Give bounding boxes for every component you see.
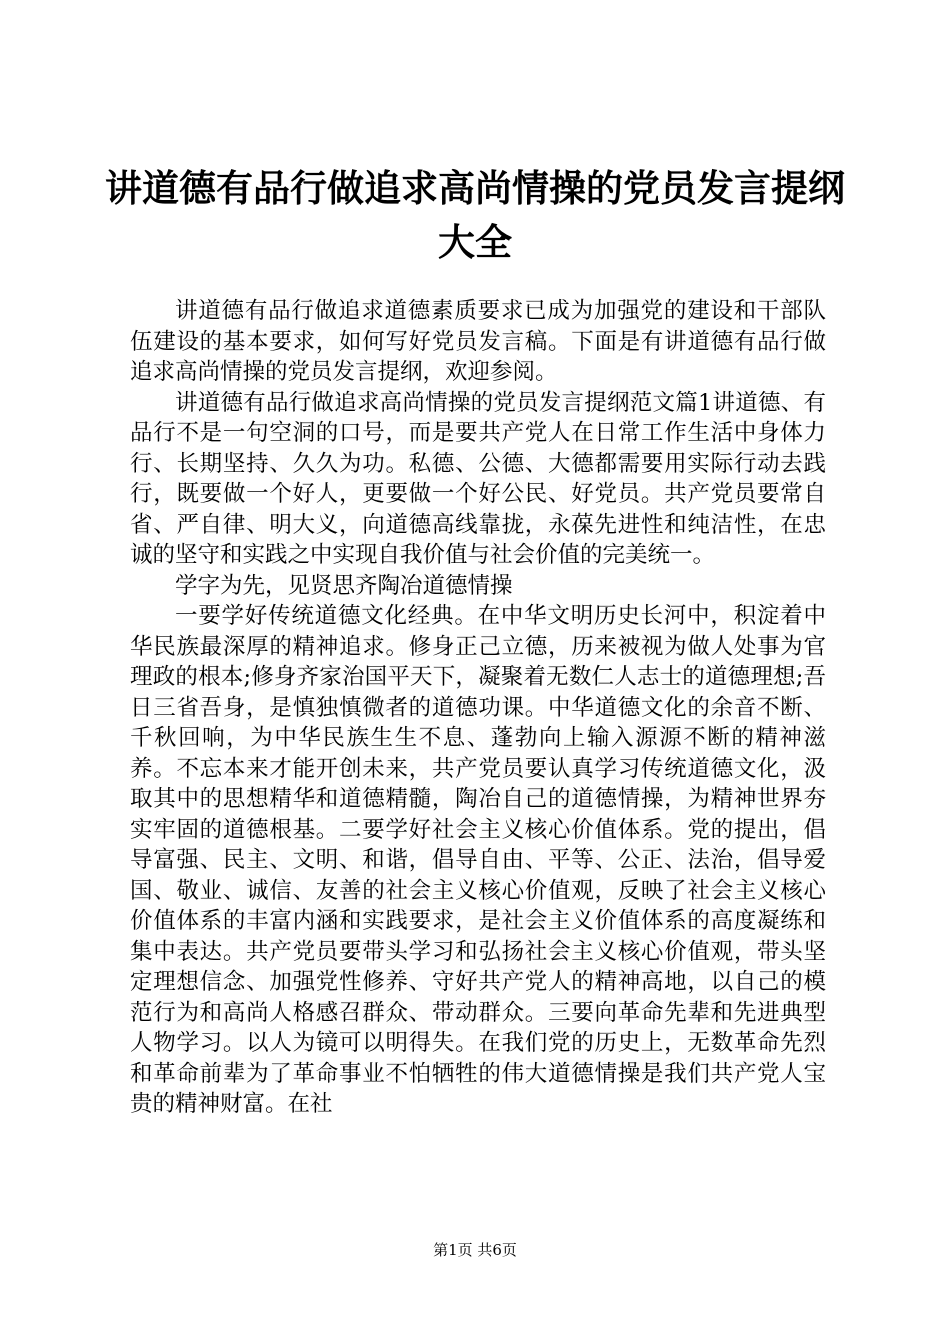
paragraph-intro: 讲道德有品行做追求道德素质要求已成为加强党的建设和干部队伍建设的基本要求，如何写好党员发言稿。下面是有讲道德有品行做追求高尚情操的党员发言提纲，欢迎参阅。 <box>130 298 826 385</box>
document-title: 讲道德有品行做追求高尚情操的党员发言提纲大全 <box>105 167 845 264</box>
paragraph-sample-1: 讲道德有品行做追求高尚情操的党员发言提纲范文篇1讲道德、有品行不是一句空洞的口号，而是要共产党人在日常工作生活中身体力行、长期坚持、久久为功。私德、公德、大德都需要用实际行动去践行，既要做一个好人，更要做一个好公民、好党员。共产党员要常自省、严自律、明大义，向道德高线靠拢，永葆先进性和纯洁性，在忠诚的坚守和实践之中实现自我价值与社会价值的完美统一。 <box>130 389 826 568</box>
paragraph-study: 一要学好传统道德文化经典。在中华文明历史长河中，积淀着中华民族最深厚的精神追求。修身正己立德，历来被视为做人处事为官理政的根本;修身齐家治国平天下，凝聚着无数仁人志士的道德理想;吾日三省吾身，是慎独慎微者的道德功课。中华道德文化的余音不断、千秋回响，为中华民族生生不息、蓬勃向上输入源源不断的精神滋养。不忘本来才能开创未来，共产党员要认真学习传统道德文化，汲取其中的思想精华和道德精髓，陶冶自己的道德情操，为精神世界夯实牢固的道德根基。二要学好社会主义核心价值体系。党的提出，倡导富强、民主、文明、和谐，倡导自由、平等、公正、法治，倡导爱国、敬业、诚信、友善的社会主义核心价值观，反映了社会主义核心价值体系的丰富内涵和实践要求，是社会主义价值体系的高度凝练和集中表达。共产党员要带头学习和弘扬社会主义核心价值观，带头坚定理想信念、加强党性修养、守好共产党人的精神高地，以自己的模范行为和高尚人格感召群众、带动群众。三要向革命先辈和先进典型人物学习。以人为镜可以明得失。在我们党的历史上，无数革命先烈和革命前辈为了革命事业不怕牺牲的伟大道德情操是我们共产党人宝贵的精神财富。在社 <box>130 603 826 1117</box>
paragraph-heading: 学字为先，见贤思齐陶冶道德情操 <box>175 572 513 599</box>
document-body <box>130 296 826 1120</box>
page-number-footer: 第1页 共6页 <box>433 1241 517 1259</box>
